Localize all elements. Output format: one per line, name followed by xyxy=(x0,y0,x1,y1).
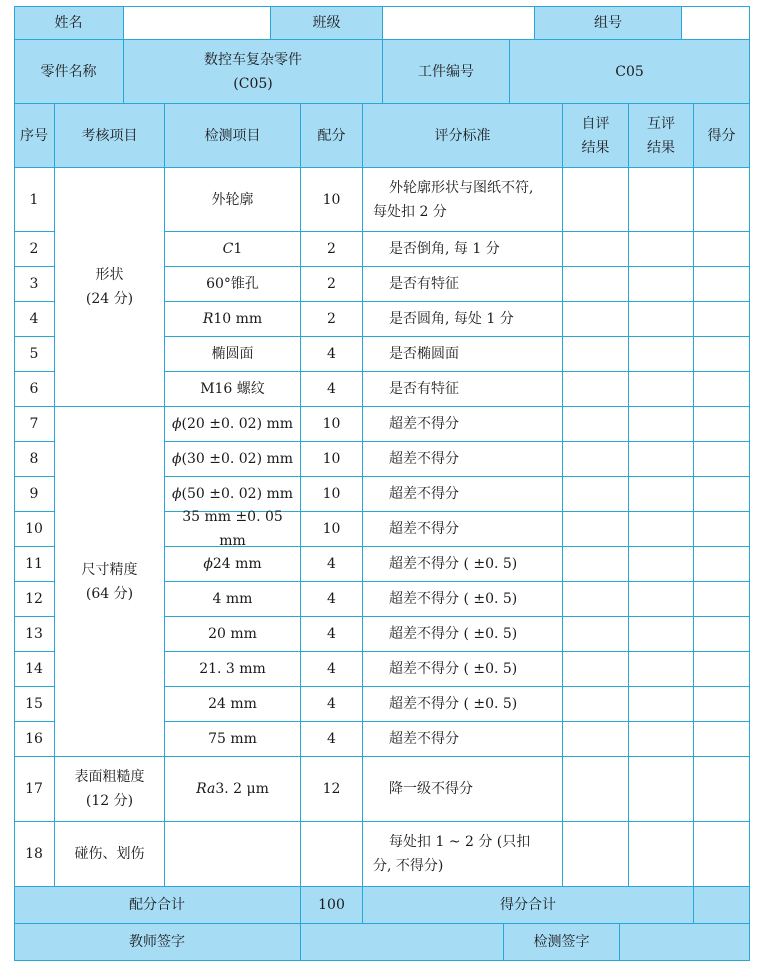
row-item: C 1 xyxy=(165,232,301,267)
row-self-eval[interactable] xyxy=(563,337,629,372)
row-points: 2 xyxy=(301,232,363,267)
row-no: 14 xyxy=(14,652,55,687)
row-no: 1 xyxy=(14,168,55,232)
row-peer-eval[interactable] xyxy=(629,232,694,267)
group-roughness-points: (12 分) xyxy=(85,793,134,809)
row-no: 3 xyxy=(14,267,55,302)
col-self-eval-line2: 结果 xyxy=(581,139,610,156)
col-check-item: 检测项目 xyxy=(165,104,301,168)
row-criteria: 超差不得分 ( ±0. 5) xyxy=(363,652,563,687)
row-criteria: 超差不得分 ( ±0. 5) xyxy=(363,582,563,617)
group-value[interactable] xyxy=(682,6,750,40)
row-criteria: 超差不得分 xyxy=(363,512,563,547)
teacher-sign-label: 教师签字 xyxy=(14,924,301,961)
row-self-eval[interactable] xyxy=(563,267,629,302)
row-points: 12 xyxy=(301,757,363,822)
row-self-eval[interactable] xyxy=(563,372,629,407)
row-points: 10 xyxy=(301,442,363,477)
row-points: 2 xyxy=(301,302,363,337)
col-criteria: 评分标准 xyxy=(363,104,563,168)
row-self-eval[interactable] xyxy=(563,232,629,267)
row-item: 外轮廓 xyxy=(165,168,301,232)
row-item: ϕ (20 ±0. 02) mm xyxy=(165,407,301,442)
row-score[interactable] xyxy=(694,722,750,757)
group-roughness xyxy=(55,757,165,822)
group-size xyxy=(55,407,165,757)
score-sheet xyxy=(14,6,750,961)
row-peer-eval[interactable] xyxy=(629,512,694,547)
row-item xyxy=(165,822,301,887)
row-no: 18 xyxy=(14,822,55,887)
row-no: 11 xyxy=(14,547,55,582)
row-no: 12 xyxy=(14,582,55,617)
group-damage: 碰伤、划伤 xyxy=(55,822,165,887)
row-peer-eval[interactable] xyxy=(629,407,694,442)
row-score[interactable] xyxy=(694,267,750,302)
row-score[interactable] xyxy=(694,547,750,582)
row-item: 椭圆面 xyxy=(165,337,301,372)
row-self-eval[interactable] xyxy=(563,652,629,687)
row-peer-eval[interactable] xyxy=(629,168,694,232)
row-points: 10 xyxy=(301,477,363,512)
row-self-eval[interactable] xyxy=(563,822,629,887)
row-self-eval[interactable] xyxy=(563,547,629,582)
row-score[interactable] xyxy=(694,512,750,547)
row-item: ϕ 24 mm xyxy=(165,547,301,582)
row-criteria: 是否有特征 xyxy=(363,267,563,302)
row-points: 4 xyxy=(301,547,363,582)
row-score[interactable] xyxy=(694,337,750,372)
row-no: 2 xyxy=(14,232,55,267)
row-item: ϕ (30 ±0. 02) mm xyxy=(165,442,301,477)
row-score[interactable] xyxy=(694,757,750,822)
group-shape-points: (24 分) xyxy=(85,291,134,307)
col-peer-eval-line2: 结果 xyxy=(647,139,675,156)
row-criteria xyxy=(363,168,563,232)
row-criteria: 降一级不得分 xyxy=(363,757,563,822)
row-item: 75 mm xyxy=(165,722,301,757)
row-item: M16 螺纹 xyxy=(165,372,301,407)
part-name-line1: 数控车复杂零件 xyxy=(204,51,302,68)
class-label: 班级 xyxy=(271,6,383,40)
row-peer-eval[interactable] xyxy=(629,477,694,512)
row-points: 2 xyxy=(301,267,363,302)
row-points: 4 xyxy=(301,337,363,372)
row-score[interactable] xyxy=(694,372,750,407)
row-self-eval[interactable] xyxy=(563,757,629,822)
part-name-line2: (C05) xyxy=(233,75,273,92)
row-peer-eval[interactable] xyxy=(629,582,694,617)
row-points: 4 xyxy=(301,617,363,652)
row-peer-eval[interactable] xyxy=(629,757,694,822)
row-peer-eval[interactable] xyxy=(629,617,694,652)
row-no: 17 xyxy=(14,757,55,822)
row-self-eval[interactable] xyxy=(563,722,629,757)
work-no-label: 工件编号 xyxy=(383,40,510,104)
row-criteria: 超差不得分 ( ±0. 5) xyxy=(363,687,563,722)
row-peer-eval[interactable] xyxy=(629,372,694,407)
row-no: 16 xyxy=(14,722,55,757)
row-points: 4 xyxy=(301,652,363,687)
row-no: 5 xyxy=(14,337,55,372)
row-item: 35 mm ±0. 05 mm xyxy=(165,512,301,547)
points-total-value: 100 xyxy=(301,887,363,924)
col-seq: 序号 xyxy=(14,104,55,168)
group-label: 组号 xyxy=(535,6,682,40)
part-name-label: 零件名称 xyxy=(14,40,124,104)
row-score[interactable] xyxy=(694,582,750,617)
row-item: 60°锥孔 xyxy=(165,267,301,302)
row-criteria: 超差不得分 xyxy=(363,722,563,757)
row-no: 7 xyxy=(14,407,55,442)
row-criteria: 是否椭圆面 xyxy=(363,337,563,372)
row-criteria-line2: 分, 不得分) xyxy=(373,858,444,874)
row-points: 4 xyxy=(301,687,363,722)
row-self-eval[interactable] xyxy=(563,477,629,512)
row-criteria-line1: 外轮廓形状与图纸不符, xyxy=(389,179,534,196)
row-item: 24 mm xyxy=(165,687,301,722)
row-item: Ra 3. 2 μm xyxy=(165,757,301,822)
row-points: 4 xyxy=(301,722,363,757)
col-peer-eval-line1: 互评 xyxy=(647,115,675,132)
row-points: 10 xyxy=(301,512,363,547)
row-criteria-line1: 每处扣 1 ~ 2 分 (只扣 xyxy=(389,834,531,850)
row-score[interactable] xyxy=(694,822,750,887)
row-peer-eval[interactable] xyxy=(629,442,694,477)
row-score[interactable] xyxy=(694,407,750,442)
col-score: 得分 xyxy=(694,104,750,168)
row-no: 4 xyxy=(14,302,55,337)
row-score[interactable] xyxy=(694,617,750,652)
group-size-name: 尺寸精度 xyxy=(81,561,138,578)
row-self-eval[interactable] xyxy=(563,582,629,617)
row-score[interactable] xyxy=(694,477,750,512)
row-criteria: 是否有特征 xyxy=(363,372,563,407)
teacher-sign-value[interactable] xyxy=(301,924,504,961)
part-name-value xyxy=(124,40,383,104)
row-no: 10 xyxy=(14,512,55,547)
row-self-eval[interactable] xyxy=(563,407,629,442)
row-score[interactable] xyxy=(694,232,750,267)
row-peer-eval[interactable] xyxy=(629,267,694,302)
row-points: 4 xyxy=(301,582,363,617)
row-peer-eval[interactable] xyxy=(629,547,694,582)
row-peer-eval[interactable] xyxy=(629,687,694,722)
group-shape-name: 形状 xyxy=(95,267,124,283)
name-label: 姓名 xyxy=(14,6,124,40)
row-criteria: 超差不得分 ( ±0. 5) xyxy=(363,547,563,582)
row-criteria: 是否圆角, 每处 1 分 xyxy=(363,302,563,337)
row-criteria: 超差不得分 ( ±0. 5) xyxy=(363,617,563,652)
row-points xyxy=(301,822,363,887)
row-score[interactable] xyxy=(694,652,750,687)
row-peer-eval[interactable] xyxy=(629,822,694,887)
row-no: 6 xyxy=(14,372,55,407)
row-criteria: 超差不得分 xyxy=(363,477,563,512)
row-peer-eval[interactable] xyxy=(629,722,694,757)
row-item: R 10 mm xyxy=(165,302,301,337)
row-self-eval[interactable] xyxy=(563,617,629,652)
row-points: 10 xyxy=(301,407,363,442)
col-self-eval xyxy=(563,104,629,168)
row-criteria-line2: 每处扣 2 分 xyxy=(373,203,447,220)
row-points: 4 xyxy=(301,372,363,407)
col-assess-item: 考核项目 xyxy=(55,104,165,168)
row-no: 15 xyxy=(14,687,55,722)
row-score[interactable] xyxy=(694,302,750,337)
name-value[interactable] xyxy=(124,6,271,40)
row-self-eval[interactable] xyxy=(563,168,629,232)
group-shape xyxy=(55,168,165,407)
row-no: 13 xyxy=(14,617,55,652)
row-score[interactable] xyxy=(694,442,750,477)
row-criteria: 超差不得分 xyxy=(363,407,563,442)
check-sign-value[interactable] xyxy=(620,924,750,961)
row-no: 9 xyxy=(14,477,55,512)
score-total-value[interactable] xyxy=(694,887,750,924)
row-score[interactable] xyxy=(694,687,750,722)
class-value[interactable] xyxy=(383,6,535,40)
row-criteria: 超差不得分 xyxy=(363,442,563,477)
col-peer-eval xyxy=(629,104,694,168)
row-item: 21. 3 mm xyxy=(165,652,301,687)
row-item: 20 mm xyxy=(165,617,301,652)
row-criteria xyxy=(363,822,563,887)
row-no: 8 xyxy=(14,442,55,477)
work-no-value: C05 xyxy=(510,40,750,104)
row-points: 10 xyxy=(301,168,363,232)
group-roughness-name: 表面粗糙度 xyxy=(74,769,145,785)
row-item: 4 mm xyxy=(165,582,301,617)
row-item: ϕ (50 ±0. 02) mm xyxy=(165,477,301,512)
check-sign-label: 检测签字 xyxy=(504,924,620,961)
row-self-eval[interactable] xyxy=(563,442,629,477)
row-peer-eval[interactable] xyxy=(629,302,694,337)
score-total-label: 得分合计 xyxy=(363,887,694,924)
col-points: 配分 xyxy=(301,104,363,168)
row-peer-eval[interactable] xyxy=(629,652,694,687)
row-self-eval[interactable] xyxy=(563,512,629,547)
row-peer-eval[interactable] xyxy=(629,337,694,372)
row-self-eval[interactable] xyxy=(563,302,629,337)
group-size-points: (64 分) xyxy=(85,585,134,602)
row-self-eval[interactable] xyxy=(563,687,629,722)
row-criteria: 是否倒角, 每 1 分 xyxy=(363,232,563,267)
row-score[interactable] xyxy=(694,168,750,232)
points-total-label: 配分合计 xyxy=(14,887,301,924)
col-self-eval-line1: 自评 xyxy=(581,115,610,132)
